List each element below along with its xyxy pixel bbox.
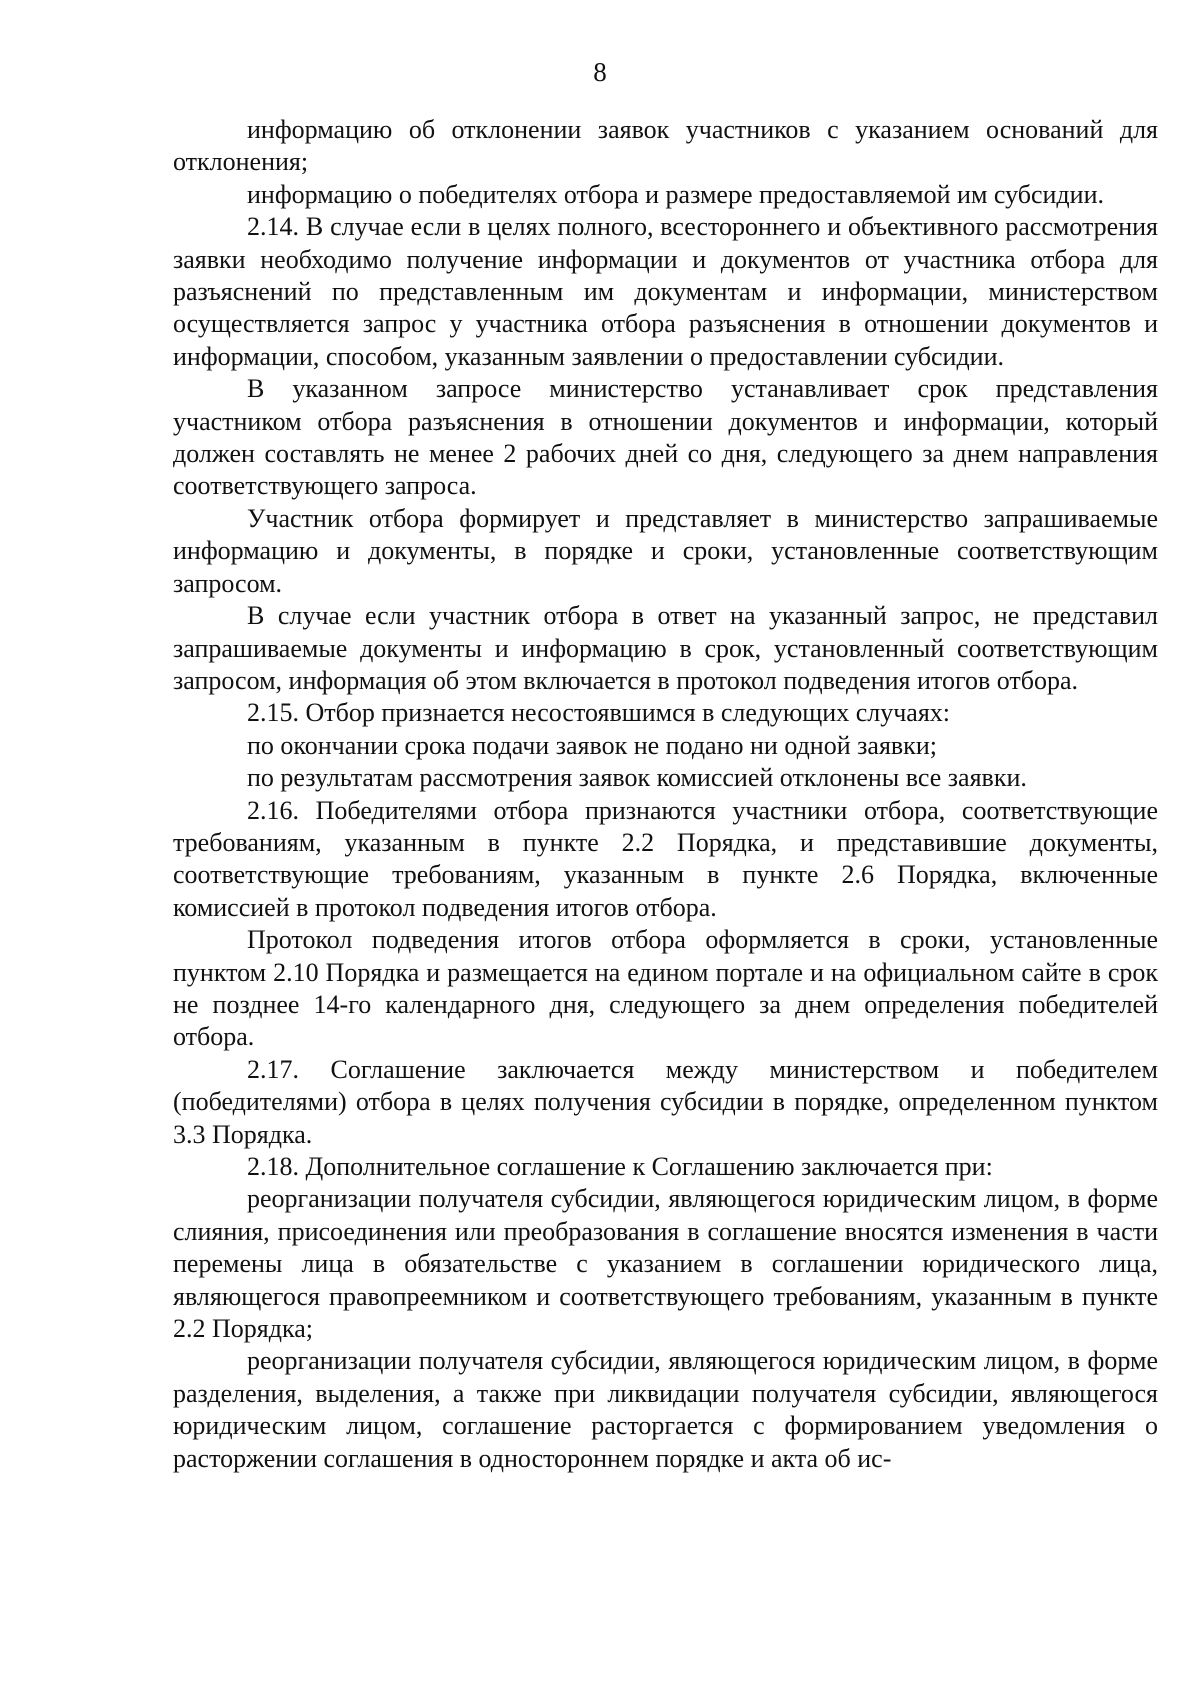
paragraph-2-15: 2.15. Отбор признается несостоявшимся в следующих случаях:	[247, 698, 951, 728]
paragraph-request-deadline: В указанном запросе министерство устанавливает срок представления участником отбора разъяснения в отношении документов и информации, который должен составлять не менее 2 рабочих дней со дня, следующего за днем направления соответствующего запроса.	[173, 374, 1158, 501]
paragraph-2-17: 2.17. Соглашение заключается между министерством и победителем (победителями) отбора в целях получения субсидии в порядке, определенном пунктом 3.3 Порядка.	[173, 1054, 1158, 1149]
paragraph-reorganization-division: реорганизации получателя субсидии, являющегося юридическим лицом, в форме разделения, выделения, а также при ликвидации получателя субсидии, являющегося юридическим лицом, соглашение расторгается с формированием уведомления о расторжении соглашения в одностороннем порядке и акта об ис-	[173, 1346, 1158, 1473]
paragraph-rejection-info: информацию об отклонении заявок участников с указанием оснований для отклонения;	[173, 115, 1158, 177]
paragraph-winners-info: информацию о победителях отбора и размере предоставляемой им субсидии.	[247, 179, 1104, 209]
paragraph-2-16: 2.16. Победителями отбора признаются участники отбора, соответствующие требованиям, указанным в пункте 2.2 Порядка, и представившие документы, соответствующие требованиям, указанным в пункте 2.6 Порядка, включенные комиссией в протокол подведения итогов отбора.	[173, 795, 1158, 922]
paragraph-protocol: Протокол подведения итогов отбора оформляется в сроки, установленные пунктом 2.10 Порядка и размещается на едином портале и на официальном сайте в срок не позднее 14-го календарного дня, следующего за днем определения победителей отбора.	[173, 925, 1158, 1052]
document-body	[173, 114, 1158, 1475]
page-number: 8	[593, 57, 607, 87]
paragraph-no-response: В случае если участник отбора в ответ на указанный запрос, не представил запрашиваемые документы и информацию в срок, установленный соответствующим запросом, информация об этом включается в протокол подведения итогов отбора.	[173, 601, 1158, 695]
paragraph-participant-response: Участник отбора формирует и представляет в министерство запрашиваемые информацию и документы, в порядке и сроки, установленные соответствующим запросом.	[173, 503, 1158, 598]
paragraph-2-18: 2.18. Дополнительное соглашение к Соглашению заключается при:	[247, 1152, 993, 1181]
paragraph-reorganization-merger: реорганизации получателя субсидии, являющегося юридическим лицом, в форме слияния, присоединения или преобразования в соглашение вносятся изменения в части перемены лица в обязательстве с указанием в соглашении юридического лица, являющегося правопреемником и соответствующего требованиям, указанным в пункте 2.2 Порядка;	[173, 1184, 1158, 1344]
paragraph-no-applications: по окончании срока подачи заявок не подано ни одной заявки;	[247, 730, 937, 760]
paragraph-2-14: 2.14. В случае если в целях полного, всестороннего и объективного рассмотрения заявки необходимо получение информации и документов от участника отбора для разъяснений по представленным им документам и информации, министерством осуществляется запрос у участника отбора разъяснения в отношении документов и информации, способом, указанным заявлении о предоставлении субсидии.	[173, 212, 1158, 371]
paragraph-all-rejected: по результатам рассмотрения заявок комиссией отклонены все заявки.	[247, 763, 1027, 793]
